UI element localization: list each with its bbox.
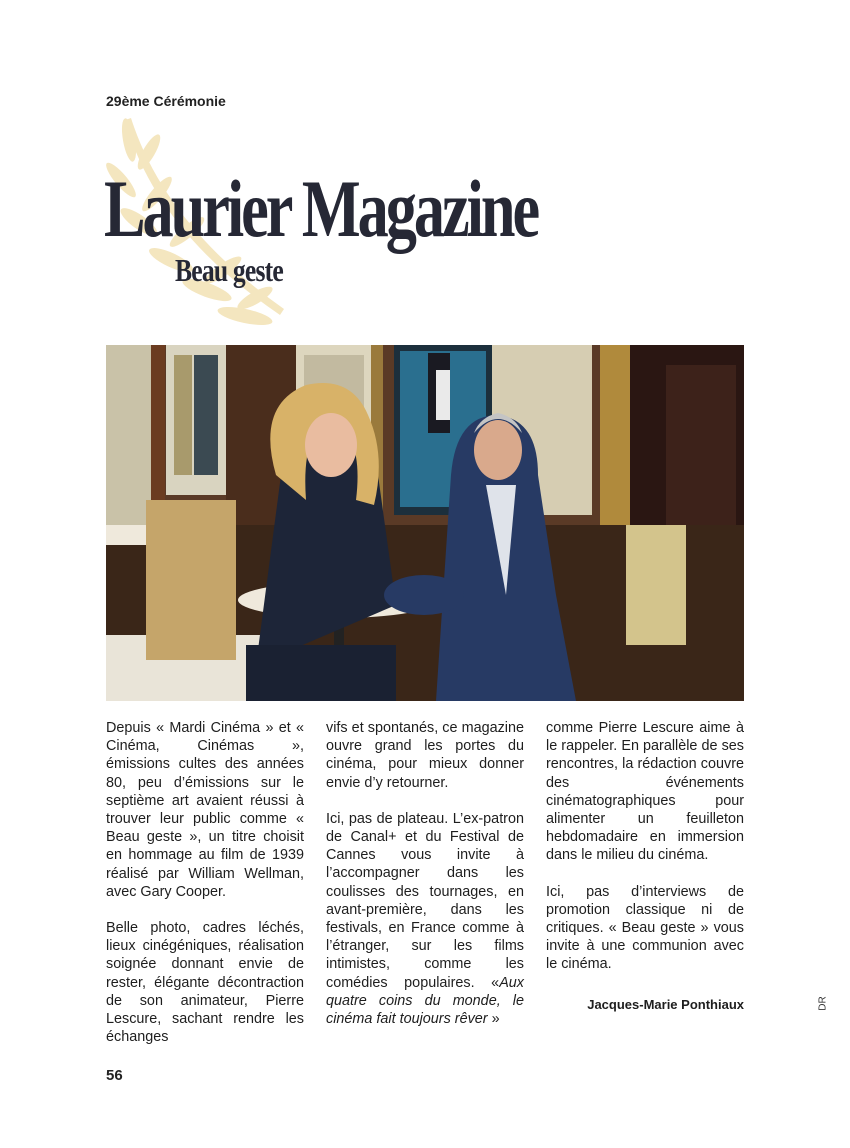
paragraph xyxy=(326,810,524,1028)
article-column-3 xyxy=(546,719,744,1014)
photo-credit: DR xyxy=(817,996,829,1011)
quote: Aux quatre coins du monde, le cinéma fait toujours rêver xyxy=(326,974,524,1028)
magazine-title: Laurier Magazine xyxy=(104,163,538,254)
paragraph: Belle photo, cadres léchés, lieux cinégéniques, réalisation soignée donnant envie de rester, élégante décontraction de son animateur, Pierre Lescure, sachant rendre les échanges xyxy=(106,920,304,1046)
article-column-2 xyxy=(326,719,524,1046)
cafe-interview-photo xyxy=(106,345,744,701)
paragraph: Depuis « Mardi Cinéma » et « Cinéma, Cinémas », émissions cultes des années 80, peu d’émissions sur le septième art avaient réussi à trouver leur public comme « Beau geste », un titre choisit en hommage au film de 1939 réalisé par William Wellman, avec Gary Cooper. xyxy=(106,720,304,900)
article-column-1 xyxy=(106,719,304,1064)
paragraph-text: Ici, pas de plateau. L’ex-patron de Canal+ et du Festival de Cannes vous invite à l’accompagner dans les coulisses des tournages, en avant-première, dans les festivals, en France comme à l’étranger, sur les films intimistes, comme les comédies populaires. « xyxy=(326,810,524,991)
quote-close: » xyxy=(487,1011,500,1028)
paragraph: vifs et spontanés, ce magazine ouvre grand les portes du cinéma, pour mieux donner envie d’y retourner. xyxy=(326,720,524,791)
subtitle: Beau geste xyxy=(175,252,283,288)
author-byline: Jacques-Marie Ponthiaux xyxy=(587,996,744,1012)
paragraph: Ici, pas d’interviews de promotion classique ni de critiques. « Beau geste » vous invite à une communion avec le cinéma. xyxy=(546,883,744,973)
page-number: 56 xyxy=(106,1067,123,1084)
paragraph: comme Pierre Lescure aime à le rappeler. En parallèle de ses rencontres, la rédaction couvre des événements cinématographiques pour alimenter un feuilleton hebdomadaire en immersion dans le milieu du cinéma. xyxy=(546,720,744,864)
section-label: 29ème Cérémonie xyxy=(106,93,226,109)
